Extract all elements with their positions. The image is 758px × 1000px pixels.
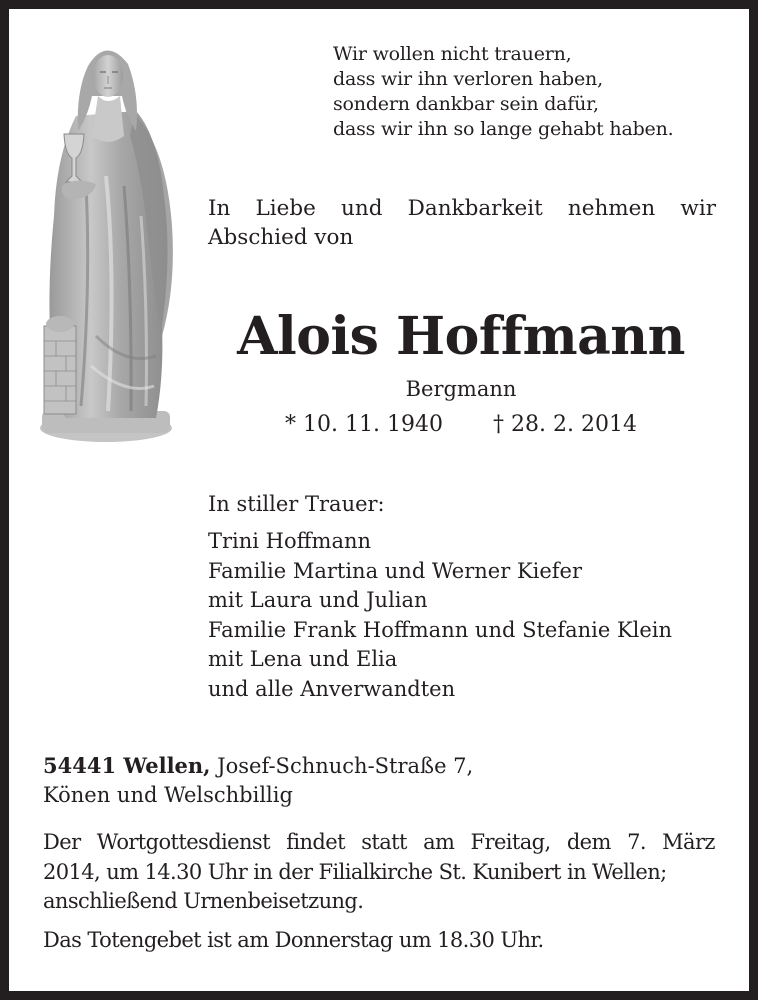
service-word: statt: [361, 830, 407, 854]
family-address: [43, 751, 473, 810]
service-word: am: [423, 830, 455, 854]
deceased-name: Alois Hoffmann: [237, 306, 685, 367]
service-word: dem: [566, 830, 611, 854]
poem-line: dass wir ihn verloren haben,: [333, 68, 603, 90]
deceased-occupation: Bergmann: [405, 377, 517, 401]
address-city: 54441 Wellen,: [43, 753, 211, 778]
mourner-line: Familie Frank Hoffmann und Stefanie Klein: [208, 617, 673, 642]
mourners-heading: In stiller Trauer:: [208, 492, 385, 516]
intro-word: In: [208, 196, 231, 221]
address-street: Josef-Schnuch-Straße 7,: [210, 754, 474, 778]
mourner-line: Familie Martina und Werner Kiefer: [208, 558, 583, 583]
prayer-info: Das Totengebet ist am Donnerstag um 18.30 Uhr.: [43, 928, 544, 952]
service-line-3: anschließend Urnenbeisetzung.: [43, 889, 364, 913]
service-word: 7.: [627, 830, 646, 854]
poem-line: sondern dankbar sein dafür,: [333, 93, 599, 115]
service-word: Freitag,: [470, 830, 551, 854]
service-line-2: 2014, um 14.30 Uhr in der Filialkirche St. Kunibert in Wellen;: [43, 859, 667, 884]
intro-word: Liebe: [255, 196, 316, 221]
life-dates: [200, 410, 722, 440]
memorial-poem: [333, 42, 673, 142]
intro-line-2: Abschied von: [208, 225, 354, 250]
mourner-line: mit Laura und Julian: [208, 588, 428, 613]
saint-statue-image: [36, 36, 178, 446]
service-word: Der: [43, 830, 81, 854]
poem-line: Wir wollen nicht trauern,: [333, 43, 572, 65]
service-info: [43, 828, 715, 917]
intro-word: und: [341, 196, 383, 221]
poem-line: dass wir ihn so lange gehabt haben.: [333, 118, 674, 140]
service-word: März: [662, 830, 715, 854]
farewell-intro: [208, 194, 716, 252]
birth-date: * 10. 11. 1940: [285, 412, 443, 437]
intro-word: Dankbarkeit: [407, 196, 543, 221]
intro-word: nehmen: [567, 196, 656, 221]
intro-word: wir: [680, 196, 716, 221]
mourner-line: Trini Hoffmann: [208, 529, 372, 553]
service-line-1: [43, 828, 715, 858]
mourner-line: mit Lena und Elia: [208, 647, 398, 672]
mourner-line: und alle Anverwandten: [208, 676, 456, 701]
service-word: Wortgottesdienst: [96, 830, 270, 854]
intro-line-1: [208, 194, 716, 223]
address-line-2: Könen und Welschbillig: [43, 783, 293, 807]
death-date: † 28. 2. 2014: [493, 412, 637, 437]
mourners-list: [208, 527, 672, 705]
service-word: findet: [286, 830, 345, 854]
